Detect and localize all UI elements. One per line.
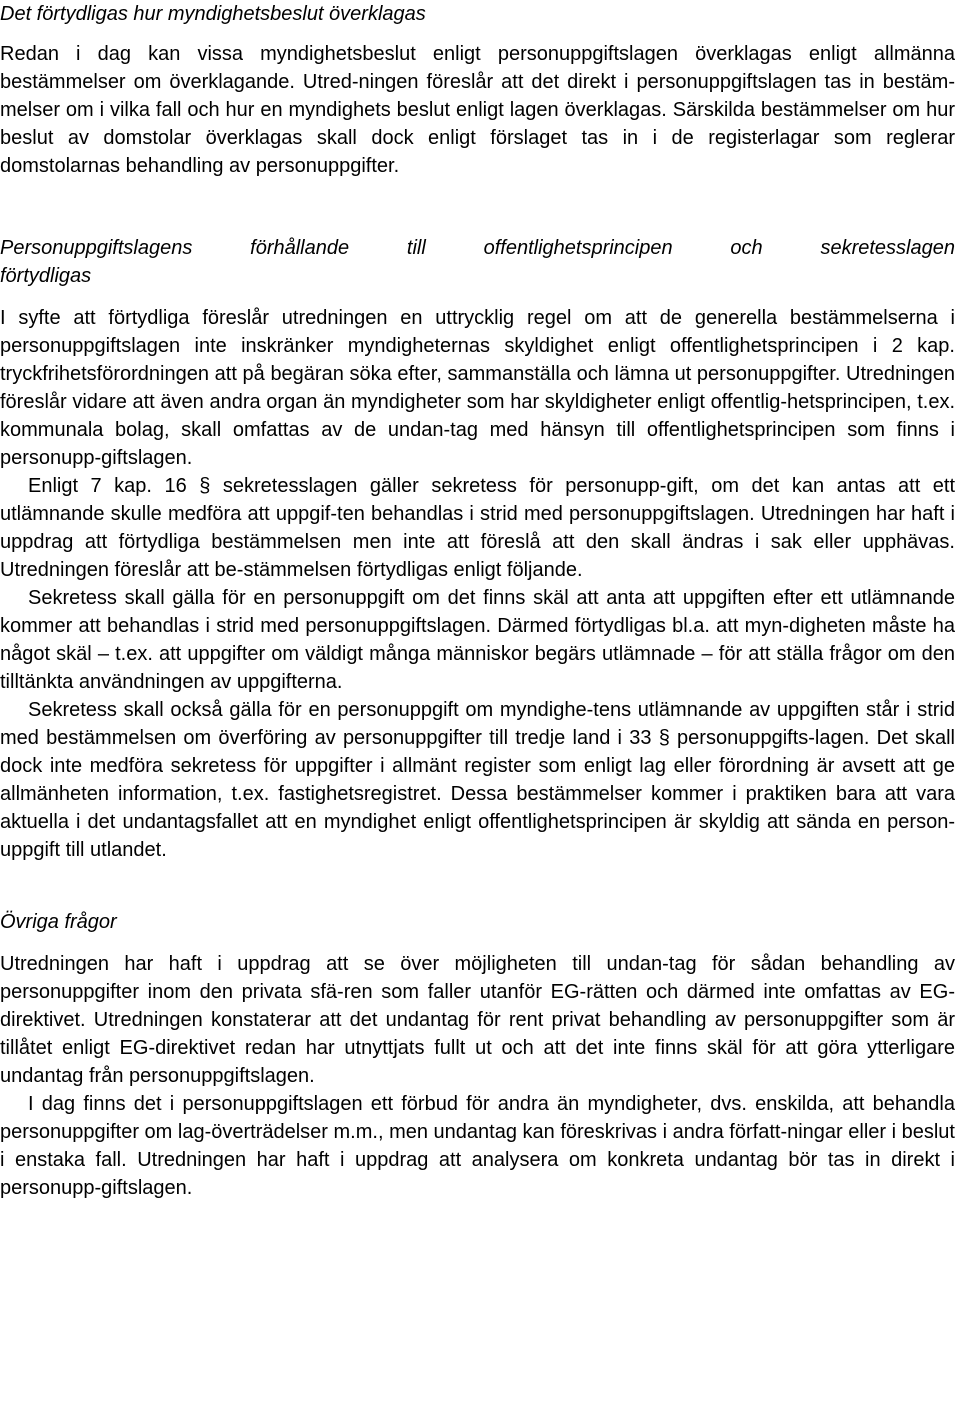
spacer [0, 290, 955, 304]
section-heading: Personuppgiftslagens förhållande till offentlighetsprincipen och sekretesslagen [0, 237, 955, 259]
body-paragraph: Utredningen har haft i uppdrag att se över möjligheten till undan-tag för sådan behandling av personuppgifter inom den privata sfä-ren som faller utanför EG-rätten och därmed inte omfattas av EG-direktivet. Utredningen konstaterar att det undantag för rent privat behandling av personuppgifter som är tillåtet enligt EG-direktivet redan har utnyttjats fullt ut och att det inte finns skäl för att göra ytterligare undantag från personuppgiftslagen. [0, 953, 955, 1087]
body-paragraph: Redan i dag kan vissa myndighetsbeslut enligt personuppgiftslagen överklagas enligt allmänna bestämmelser om överklagande. Utred-ningen föreslår att det direkt i personuppgiftslagen tas in bestäm-melser om i vilka fall och hur en myndighets beslut enligt lagen överklagas. Särskilda bestämmelser om hur beslut av domstolar överklagas skall dock enligt förslaget tas in i de registerlagar som reglerar domstolarnas behandling av personuppgifter. [0, 43, 955, 177]
spacer [0, 28, 955, 40]
body-paragraph: Sekretess skall gälla för en personuppgift om det finns skäl att anta att uppgiften efter ett utlämnande kommer att behandlas i strid med personuppgiftslagen. Därmed förtydligas bl.a. att myn-digheten måste ha något skäl – t.ex. att uppgifter om väldigt många människor begärs utlämnade – för att ställa frågor om den tilltänkta användningen av uppgifterna. [0, 587, 955, 693]
section-heading: Övriga frågor [0, 911, 117, 933]
body-paragraph: I dag finns det i personuppgiftslagen ett förbud för andra än myndigheter, dvs. enskilda, att behandla personuppgifter om lag-överträdelser m.m., men undantag kan föreskrivas i andra författ-ningar eller i beslut i enstaka fall. Utredningen har haft i uppdrag att analysera om konkreta undantag bör tas in direkt i personupp-giftslagen. [0, 1093, 955, 1199]
spacer [0, 180, 955, 234]
section-heading: Det förtydligas hur myndighetsbeslut överklagas [0, 3, 426, 25]
body-paragraph: I syfte att förtydliga föreslår utredningen en uttrycklig regel om att de generella bestämmelserna i personuppgiftslagen inte inskränker myndigheternas skyldighet enligt offentlighetsprincipen i 2 kap. tryckfrihetsförordningen att på begäran söka efter, sammanställa och lämna ut personuppgifter. Utredningen föreslår vidare att även andra organ än myndigheter som har skyldigheter enligt offentlig-hetsprincipen, t.ex. kommunala bolag, skall omfattas av de undan-tag med hänsyn till offentlighetsprincipen som finns i personupp-giftslagen. [0, 307, 955, 469]
body-paragraph: Enligt 7 kap. 16 § sekretesslagen gäller sekretess för personupp-gift, om det kan antas att ett utlämnande skulle medföra att uppgif-ten behandlas i strid med personuppgiftslagen. Utredningen har haft i uppdrag att förtydliga bestämmelsen men inte att föreslå att den skall ändras i sak eller upphävas. Utredningen föreslår att be-stämmelsen förtydligas enligt följande. [0, 475, 955, 581]
spacer [0, 936, 955, 950]
body-paragraph: Sekretess skall också gälla för en personuppgift om myndighe-tens utlämnande av uppgiften står i strid med bestämmelsen om överföring av personuppgifter till tredje land i 33 § personuppgifts-lagen. Det skall dock inte medföra sekretess för uppgifter i allmänt register som enligt lag eller förordning är avsett att ge allmänheten information, t.ex. fastighetsregistret. Dessa bestämmelser kommer i praktiken bara att vara aktuella i det undantagsfallet att en myndighet enligt offentlighetsprincipen är skyldig att sända en person-uppgift till utlandet. [0, 699, 955, 861]
spacer [0, 864, 955, 908]
section-heading-continued: förtydligas [0, 265, 92, 287]
